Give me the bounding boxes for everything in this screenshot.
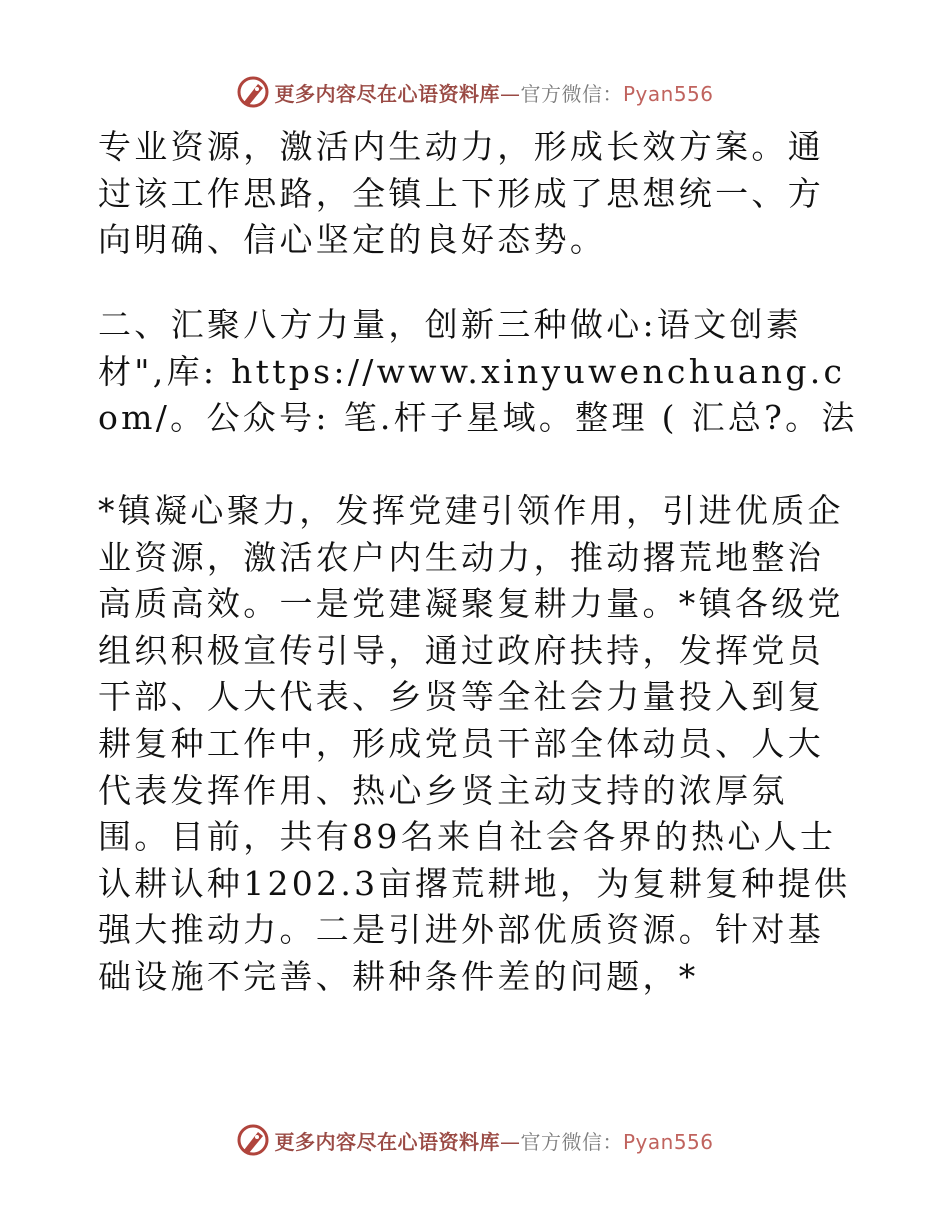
header-banner-wechat-label: 官方微信： xyxy=(520,81,623,106)
document-body xyxy=(98,124,858,1001)
header-banner-separator: — xyxy=(499,81,521,106)
header-banner-main: 更多内容尽在心语资料库 xyxy=(274,81,500,106)
paragraph-3: *镇凝心聚力，发挥党建引领作用，引进优质企业资源，激活农户内生动力，推动撂荒地整治高质高效。一是党建凝聚复耕力量。*镇各级党组织积极宣传引导，通过政府扶持，发挥党员干部、人大代表、乡贤等全社会力量投入到复耕复种工作中，形成党员干部全体动员、人大代表发挥作用、热心乡贤主动支持的浓厚氛围。目前，共有89名来自社会各界的热心人士认耕认种1202.3亩撂荒耕地，为复耕复种提供强大推动力。二是引进外部优质资源。针对基础设施不完善、耕种条件差的问题，* xyxy=(98,491,851,996)
footer-watermark-banner xyxy=(0,1120,950,1160)
pen-nib-circle-icon xyxy=(236,1123,270,1157)
paragraph-2: 二、汇聚八方力量，创新三种做心:语文创素材",库: https://www.xinyuwenchuang.com/。公众号: 笔.杆子星域。整理 ( 汇总?。法 xyxy=(98,305,858,438)
paragraph-1: 专业资源，激活内生动力，形成长效方案。通过该工作思路，全镇上下形成了思想统一、方向明确、信心坚定的良好态势。 xyxy=(98,127,824,260)
footer-banner-wechat-id: Pyan556 xyxy=(622,1129,714,1154)
footer-banner-separator: — xyxy=(499,1129,521,1154)
footer-banner-wechat-label: 官方微信： xyxy=(520,1129,623,1154)
header-banner-wechat-id: Pyan556 xyxy=(622,81,714,106)
header-banner-text xyxy=(274,78,713,107)
pen-nib-circle-icon xyxy=(236,75,270,109)
header-watermark-banner xyxy=(0,72,950,112)
footer-banner-text xyxy=(274,1126,713,1155)
footer-banner-main: 更多内容尽在心语资料库 xyxy=(274,1129,500,1154)
